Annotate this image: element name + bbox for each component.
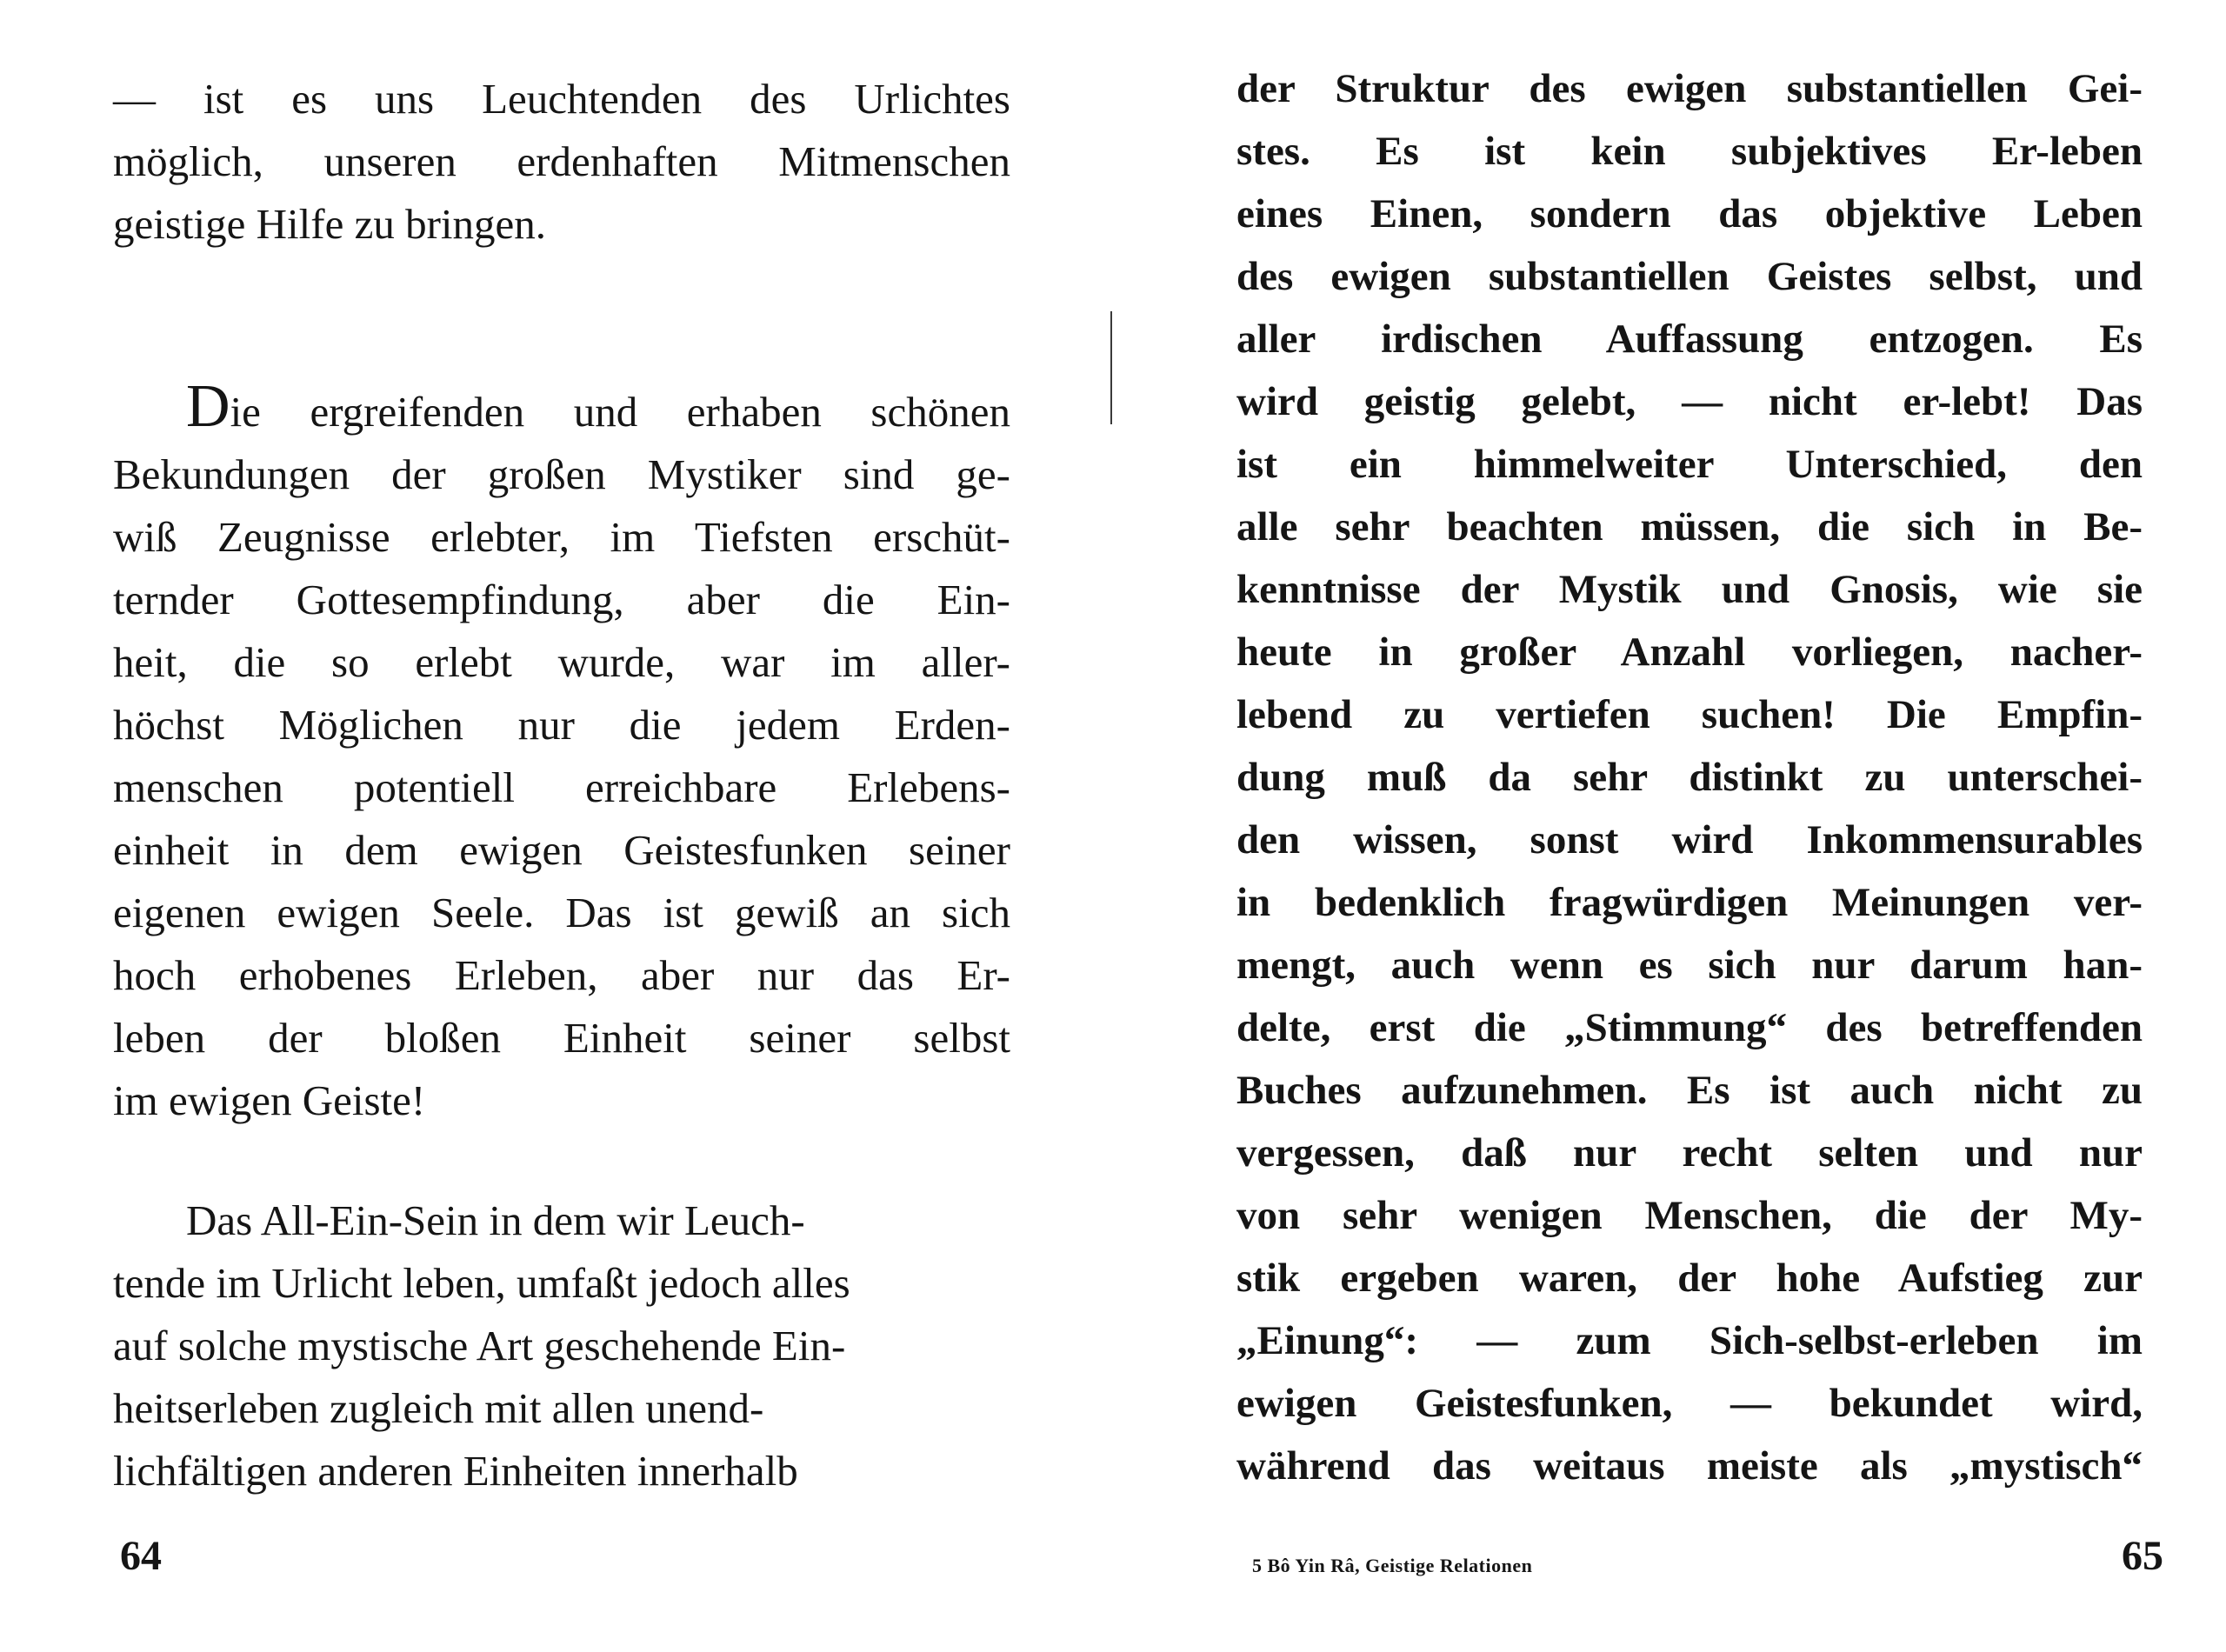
text-line: heute in großer Anzahl vorliegen, nacher- — [1236, 629, 2143, 675]
text-line: während das weitaus meiste als „mystisch“ — [1236, 1443, 2143, 1489]
text-line: Das All-Ein-Sein in dem wir Leuch- — [186, 1196, 805, 1244]
text-line: eines Einen, sondern das objektive Leben — [1236, 191, 2143, 236]
text-line-first — [113, 373, 1010, 443]
right-page — [1113, 0, 2226, 1652]
text-line: menschen potentiell erreichbare Erlebens- — [113, 763, 1010, 811]
text-line: alle sehr beachten müssen, die sich in Be- — [1236, 504, 2143, 550]
text-line: tende im Urlicht leben, umfaßt jedoch alles — [113, 1259, 850, 1307]
text-line: auf solche mystische Art geschehende Ein- — [113, 1322, 846, 1369]
text-line: wird geistig gelebt, — nicht er-lebt! Das — [1236, 379, 2143, 424]
text-line: hoch erhobenes Erleben, aber nur das Er- — [113, 951, 1010, 999]
text-line: ist ein himmelweiter Unterschied, den — [1236, 442, 2143, 487]
text-line: möglich, unseren erdenhaften Mitmenschen — [113, 137, 1010, 185]
signature-line: 5 Bô Yin Râ, Geistige Relationen — [1252, 1555, 1533, 1576]
gutter-mark — [1110, 311, 1112, 424]
text-line: heit, die so erlebt wurde, war im aller- — [113, 638, 1010, 686]
text-line: lebend zu vertiefen suchen! Die Empfin- — [1236, 692, 2143, 737]
text-line: lichfältigen anderen Einheiten innerhalb — [113, 1447, 798, 1495]
text-line: des ewigen substantiellen Geistes selbst, und — [1236, 254, 2143, 299]
text-line: aller irdischen Auffassung entzogen. Es — [1236, 316, 2143, 362]
text-line: „Einung“: — zum Sich-selbst-erleben im — [1236, 1318, 2143, 1363]
text-line: kenntnisse der Mystik und Gnosis, wie sie — [1236, 567, 2143, 612]
text-line: von sehr wenigen Menschen, die der My- — [1236, 1193, 2143, 1238]
text-line: höchst Möglichen nur die jedem Erden- — [113, 701, 1010, 749]
paragraph-3 — [113, 1189, 1010, 1502]
text-line: wiß Zeugnisse erlebter, im Tiefsten erschüt- — [113, 513, 1010, 561]
page-number-right: 65 — [2122, 1533, 2163, 1579]
text-line: stik ergeben waren, der hohe Aufstieg zur — [1236, 1256, 2143, 1301]
text-line: delte, erst die „Stimmung“ des betreffenden — [1236, 1005, 2143, 1050]
text-line-rest: ie ergreifenden und erhaben schönen — [230, 388, 1010, 436]
text-line: geistige Hilfe zu bringen. — [113, 200, 547, 248]
text-line: heitserleben zugleich mit allen unend- — [113, 1384, 764, 1432]
text-line: eigenen ewigen Seele. Das ist gewiß an sich — [113, 889, 1010, 936]
text-line: den wissen, sonst wird Inkommensurables — [1236, 817, 2143, 863]
text-line: — ist es uns Leuchtenden des Urlichtes — [113, 75, 1010, 123]
text-line: der Struktur des ewigen substantiellen Gei- — [1236, 66, 2143, 111]
text-line: vergessen, daß nur recht selten und nur — [1236, 1130, 2143, 1176]
paragraph-2 — [113, 373, 1010, 1132]
text-line: leben der bloßen Einheit seiner selbst — [113, 1014, 1010, 1062]
text-line: ternder Gottesempfindung, aber die Ein- — [113, 576, 1010, 623]
text-line: dung muß da sehr distinkt zu unterschei- — [1236, 755, 2143, 800]
dropcap: D — [186, 373, 230, 440]
text-line: mengt, auch wenn es sich nur darum han- — [1236, 943, 2143, 988]
text-line: Bekundungen der großen Mystiker sind ge- — [113, 450, 1010, 498]
text-line: im ewigen Geiste! — [113, 1076, 426, 1124]
text-line: ewigen Geistesfunken, — bekundet wird, — [1236, 1381, 2143, 1426]
paragraph-1 — [113, 68, 1010, 256]
text-line: einheit in dem ewigen Geistesfunken seiner — [113, 826, 1010, 874]
right-paragraph — [1236, 57, 2143, 1497]
text-line: in bedenklich fragwürdigen Meinungen ver- — [1236, 880, 2143, 925]
text-line: Buches aufzunehmen. Es ist auch nicht zu — [1236, 1068, 2143, 1113]
page-number-left: 64 — [120, 1533, 162, 1579]
text-line: stes. Es ist kein subjektives Er-leben — [1236, 129, 2143, 174]
